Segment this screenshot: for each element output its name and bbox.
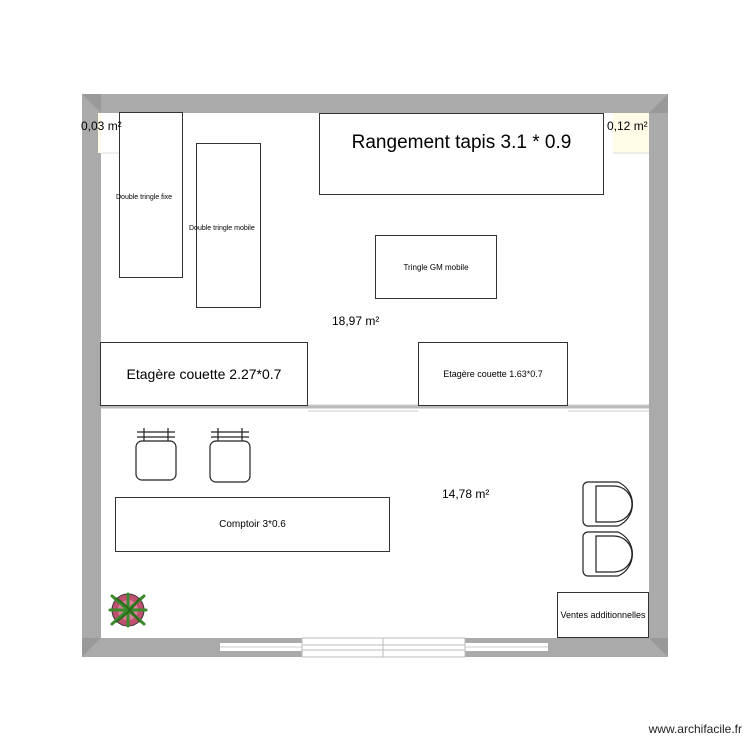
double-tringle-fixe (116, 112, 183, 278)
etagere-couette-left (100, 342, 308, 406)
wall-right (649, 94, 668, 657)
wall-top (82, 94, 668, 113)
area-label-corner-right: 0,12 m² (607, 119, 648, 133)
double-tringle-fixe-label: Double tringle fixe (116, 194, 173, 201)
ventes-additionnelles (557, 592, 649, 638)
double-tringle-mobile (189, 143, 261, 308)
ventes-additionnelles-label: Ventes additionnelles (560, 610, 646, 620)
armchair-icon (583, 532, 632, 576)
armchair-icon (583, 482, 632, 526)
tringle-gm-mobile-label: Tringle GM mobile (403, 262, 469, 272)
etagere-couette-left-label: Etagère couette 2.27*0.7 (126, 366, 282, 382)
etagere-couette-right-label: Etagère couette 1.63*0.7 (443, 369, 543, 379)
area-label-counter: 14,78 m² (442, 487, 490, 501)
rangement-tapis-label: Rangement tapis 3.1 * 0.9 (351, 132, 572, 153)
etagere-couette-right (418, 342, 568, 406)
watermark: www.archifacile.fr (648, 722, 742, 736)
comptoir-label: Comptoir 3*0.6 (219, 519, 286, 530)
area-label-corner-left: 0,03 m² (81, 119, 122, 133)
comptoir (115, 497, 390, 552)
area-label-main: 18,97 m² (332, 314, 380, 328)
double-tringle-mobile-label: Double tringle mobile (189, 225, 255, 232)
tringle-gm-mobile (375, 235, 497, 299)
plant-icon (110, 594, 146, 626)
wall-left (82, 94, 101, 657)
rangement-tapis (319, 113, 604, 195)
